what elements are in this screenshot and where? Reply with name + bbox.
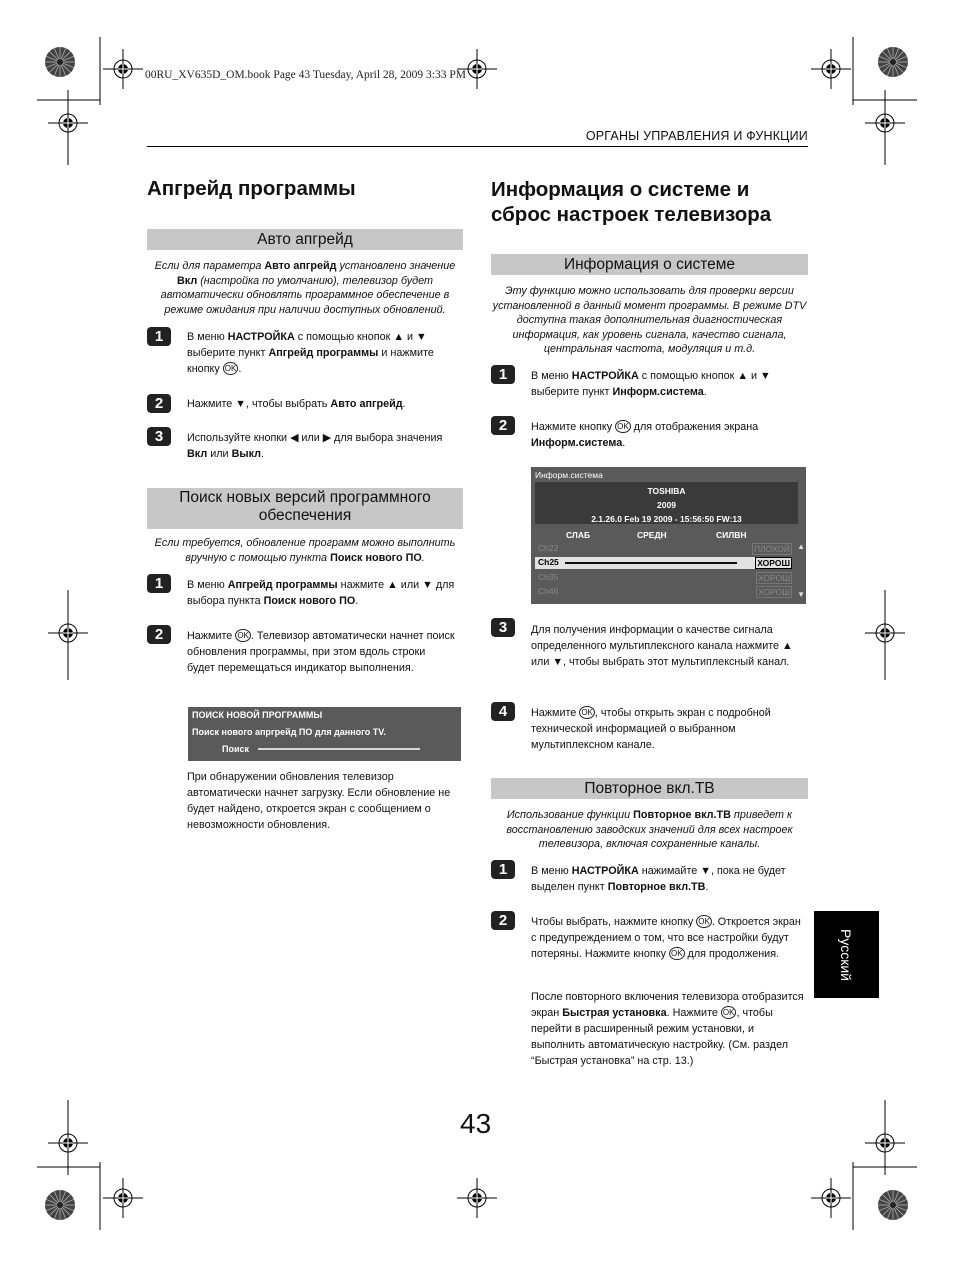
ok-button-icon: OK — [722, 1008, 735, 1017]
page-number: 43 — [460, 1108, 492, 1139]
system-info-screen-title: Информ.система — [535, 470, 603, 480]
step-text: В меню НАСТРОЙКА с помощью кнопок ▲ и ▼ выберите пункт Информ.система. — [531, 370, 771, 398]
step-text: В меню Апгрейд программы нажмите ▲ или ▼ для выбора пункта Поиск нового ПО. — [187, 579, 455, 607]
channel-label: Ch25 — [538, 557, 559, 567]
header-rule — [147, 146, 808, 147]
channel-label: Ch22 — [538, 543, 559, 553]
channel-label: Ch46 — [538, 586, 559, 596]
step-number: 1 — [491, 365, 515, 384]
running-header: ОРГАНЫ УПРАВЛЕНИЯ И ФУНКЦИИ — [585, 129, 808, 143]
system-info-heading: Информация о системе — [491, 254, 808, 275]
language-side-tab — [814, 911, 879, 998]
search-new-software-heading: Поиск новых версий программного обеспечения — [147, 488, 463, 529]
ok-button-icon: OK — [581, 708, 593, 717]
step-number: 2 — [147, 394, 171, 413]
channel-row — [535, 572, 792, 584]
ok-button-icon: OK — [698, 917, 710, 926]
step-text: Используйте кнопки ◀ или ▶ для выбора значения Вкл или Выкл. — [187, 432, 443, 460]
channel-status: ХОРОШ — [757, 558, 790, 568]
auto-upgrade-heading: Авто апгрейд — [147, 229, 463, 250]
step-number: 1 — [147, 574, 171, 593]
search-screen-line: Поиск нового апргрейд ПО для данного TV. — [192, 727, 386, 737]
year: 2009 — [657, 500, 676, 510]
step-number: 3 — [147, 427, 171, 446]
signal-medium-label: СРЕДН — [637, 530, 667, 540]
search-intro: Если требуется, обновление программ можно выполнить вручную с помощью пункта Поиск нового ПО. — [154, 537, 456, 564]
scroll-down-arrow-icon[interactable]: ▼ — [797, 590, 805, 599]
scroll-up-arrow-icon[interactable]: ▲ — [797, 542, 805, 551]
channel-label: Ch35 — [538, 572, 559, 582]
step-text: Чтобы выбрать, нажмите кнопку OK . Откроется экран с предупреждением о том, что все настройки будут потеряны. Нажмите кнопку OK для продолжения. — [531, 916, 801, 960]
auto-upgrade-intro: Если для параметра Авто апгрейд установлено значение Вкл (настройка по умолчанию), телевизор будет автоматически обновлять программное обеспечение в режиме ожидания при наличии доступных обновлений. — [154, 260, 456, 316]
search-screen-label: Поиск — [222, 744, 250, 754]
signal-strong-label: СИЛВН — [716, 530, 747, 540]
step-number: 2 — [491, 416, 515, 435]
step-number: 1 — [491, 860, 515, 879]
system-info-intro: Эту функцию можно использовать для проверки версии установленной в данный момент программы. В режиме DTV доступна такая дополнительная диагностическая информация, как уровень сигнала, качество сигнала, центральная частота, модуляция и т.д. — [492, 285, 807, 355]
step-text: Нажмите OK . Телевизор автоматически начнет поиск обновления программы, при этом вдоль строки будет перемещаться индикатор выполнения. — [187, 630, 455, 674]
reset-tv-heading: Повторное вкл.ТВ — [491, 778, 808, 799]
channel-status: ХОРОШ — [758, 573, 790, 583]
step-number: 3 — [491, 618, 515, 637]
search-after-text: При обнаружении обновления телевизор автоматически начнет загрузку. Если обновление не будет найдено, откроется экран с сообщением о невозможности обновления. — [187, 771, 451, 831]
channel-status: ПЛОХОЙ — [753, 544, 790, 554]
system-info-screen — [531, 467, 806, 604]
left-section-title: Апгрейд программы — [147, 177, 356, 200]
channel-row — [535, 543, 792, 555]
search-screen — [188, 707, 461, 761]
channel-status: ХОРОШ — [758, 587, 790, 597]
step-text: Нажмите ▼, чтобы выбрать Авто апгрейд. — [187, 398, 406, 410]
ok-button-icon: OK — [670, 949, 683, 958]
ok-button-icon: OK — [237, 631, 249, 640]
step-text: Нажмите кнопку OK для отображения экрана Информ.система. — [531, 421, 759, 449]
step-text: Для получения информации о качестве сигнала определенного мультиплексного канала нажмите ▲ или ▼, чтобы выбрать этот мультиплексный канал. — [531, 624, 793, 668]
step-number: 1 — [147, 327, 171, 346]
ok-button-icon: OK — [224, 364, 237, 373]
step-text: В меню НАСТРОЙКА с помощью кнопок ▲ и ▼ выберите пункт Апгрейд программы и нажмите кнопку OK . — [187, 331, 434, 375]
step-number: 2 — [491, 911, 515, 930]
signal-weak-label: СЛАБ — [566, 530, 591, 540]
reset-tv-intro: Использование функции Повторное вкл.ТВ приведет к восстановлению заводских значений для всех настроек телевизора, включая сохраненные каналы. — [506, 809, 793, 850]
step-number: 2 — [147, 625, 171, 644]
version-string: 2.1.26.0 Feb 19 2009 - 15:56:50 FW:13 — [591, 514, 742, 524]
channel-row-selected — [535, 557, 792, 569]
reset-after-text: После повторного включения телевизора отобразится экран Быстрая установка. Нажмите OK , чтобы перейти в расширенный режим установки, и выполнить автоматическую настройку. (См. раздел “Быстрая установка” на стр. 13.) — [531, 991, 804, 1067]
step-text: В меню НАСТРОЙКА нажимайте ▼, пока не будет выделен пункт Повторное вкл.ТВ. — [531, 865, 786, 893]
language-tab-label: Русский — [838, 929, 854, 981]
signal-level-bar — [565, 562, 737, 564]
channel-row — [535, 586, 792, 598]
ok-button-icon: OK — [617, 422, 629, 431]
brand: TOSHIBA — [647, 486, 686, 496]
search-progress-track — [258, 748, 420, 750]
step-text: Нажмите OK , чтобы открыть экран с подробной технической информацией о выбранном мультиплексном канале. — [531, 707, 771, 751]
right-section-title: Информация о системе и сброс настроек телевизора — [491, 178, 772, 226]
search-screen-title: ПОИСК НОВОЙ ПРОГРАММЫ — [192, 710, 323, 720]
step-number: 4 — [491, 702, 515, 721]
book-info-line: 00RU_XV635D_OM.book Page 43 Tuesday, April 28, 2009 3:33 PM — [145, 69, 466, 81]
version-panel — [535, 482, 798, 524]
